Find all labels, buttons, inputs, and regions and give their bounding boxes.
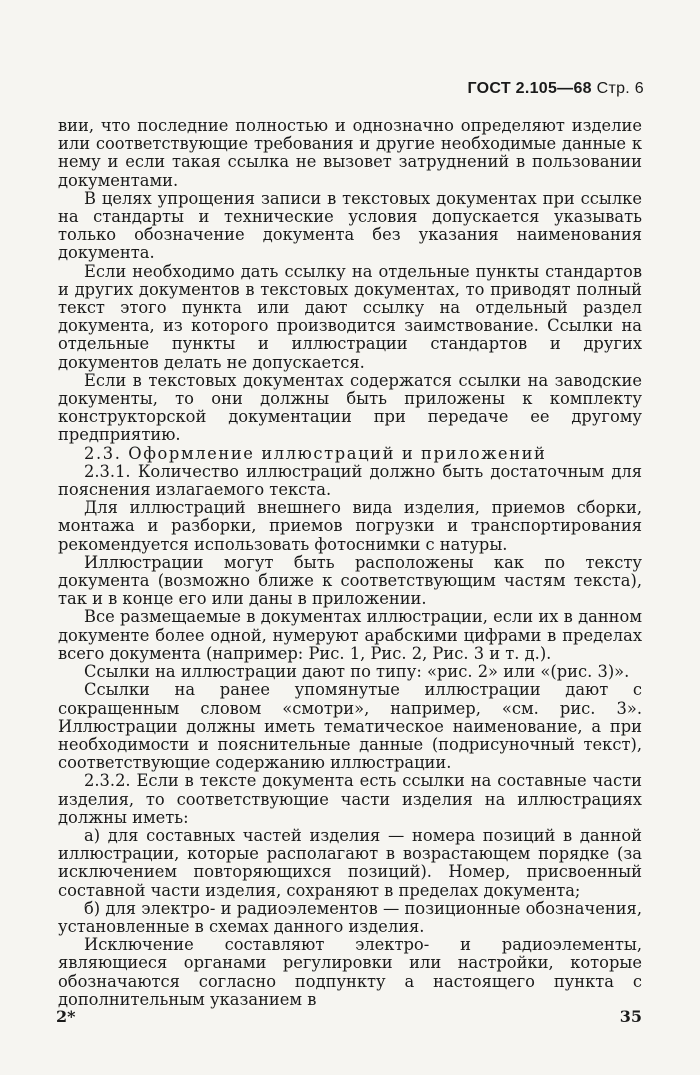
page-header (467, 80, 644, 98)
paragraph: 2.3.2. Если в тексте документа есть ссылки на составные части изделия, то соответствующие части изделия на иллюстрациях должны иметь: (58, 771, 642, 827)
list-item: а) для составных частей изделия — номера позиций в данной иллюстрации, которые располагают в возрастающем порядке (за исключением повторяющихся позиций). Номер, присвоенный составной части изделия, сохраняют в пределах документа; (58, 825, 642, 900)
paragraph: вии, что последние полностью и однозначно определяют изделие или соответствующие требования и другие необходимые данные к нему и если такая ссылка не вызовет затруднений в пользовании документами. (58, 116, 642, 190)
paragraph: Если необходимо дать ссылку на отдельные пункты стандартов и других документов в текстовых документах, то приводят полный текст этого пункта или дают ссылку на отдельный раздел документа, из которого производится заимствование. Ссылки на отдельные пункты и иллюстрации стандартов и других документов делать не допускается. (58, 261, 642, 372)
paragraph: Ссылки на ранее упомянутые иллюстрации дают с сокращенным словом «смотри», например, «см. рис. 3». Иллюстрации должны иметь тематическое наименование, а при необходимости и пояснительные данные (подрисуночный текст), соответствующие содержанию иллюстрации. (58, 680, 642, 773)
list-item: б) для электро- и радиоэлементов — позиционные обозначения, установленные в схемах данного изделия. (58, 898, 642, 936)
body-text (58, 117, 642, 1009)
paragraph: 2.3.1. Количество иллюстраций должно быть достаточным для пояснения излагаемого текста. (58, 461, 642, 500)
paragraph: Ссылки на иллюстрации дают по типу: «рис. 2» или «(рис. 3)». (84, 662, 630, 682)
paragraph: Для иллюстраций внешнего вида изделия, приемов сборки, монтажа и разборки, приемов погрузки и транспортирования рекомендуется использовать фотоснимки с натуры. (58, 498, 642, 554)
standard-designation: ГОСТ 2.105—68 (467, 80, 592, 97)
page-label: Стр. 6 (596, 80, 644, 97)
page-number: 35 (619, 1007, 642, 1026)
paragraph: Иллюстрации могут быть расположены как по тексту документа (возможно ближе к соответствующим частям текста), так и в конце его или даны в приложении. (58, 552, 642, 609)
section-heading: 2.3. Оформление иллюстраций и приложений (84, 443, 547, 463)
paragraph: Если в текстовых документах содержатся ссылки на заводские документы, то они должны быть приложены к комплекту конструкторской документации при передаче ее другому предприятию. (58, 370, 642, 445)
signature-mark: 2* (56, 1007, 76, 1026)
paragraph: Все размещаемые в документах иллюстрации, если их в данном документе более одной, нумеруют арабскими цифрами в пределах всего документа (например: Рис. 1, Рис. 2, Рис. 3 и т. д.). (58, 607, 642, 663)
paragraph: В целях упрощения записи в текстовых документах при ссылке на стандарты и технические условия допускается указывать только обозначение документа без указания наименования документа. (58, 188, 642, 263)
paragraph: Исключение составляют электро- и радиоэлементы, являющиеся органами регулировки или настройки, которые обозначаются согласно подпункту а настоящего пункта с дополнительным указанием в (58, 935, 642, 1009)
